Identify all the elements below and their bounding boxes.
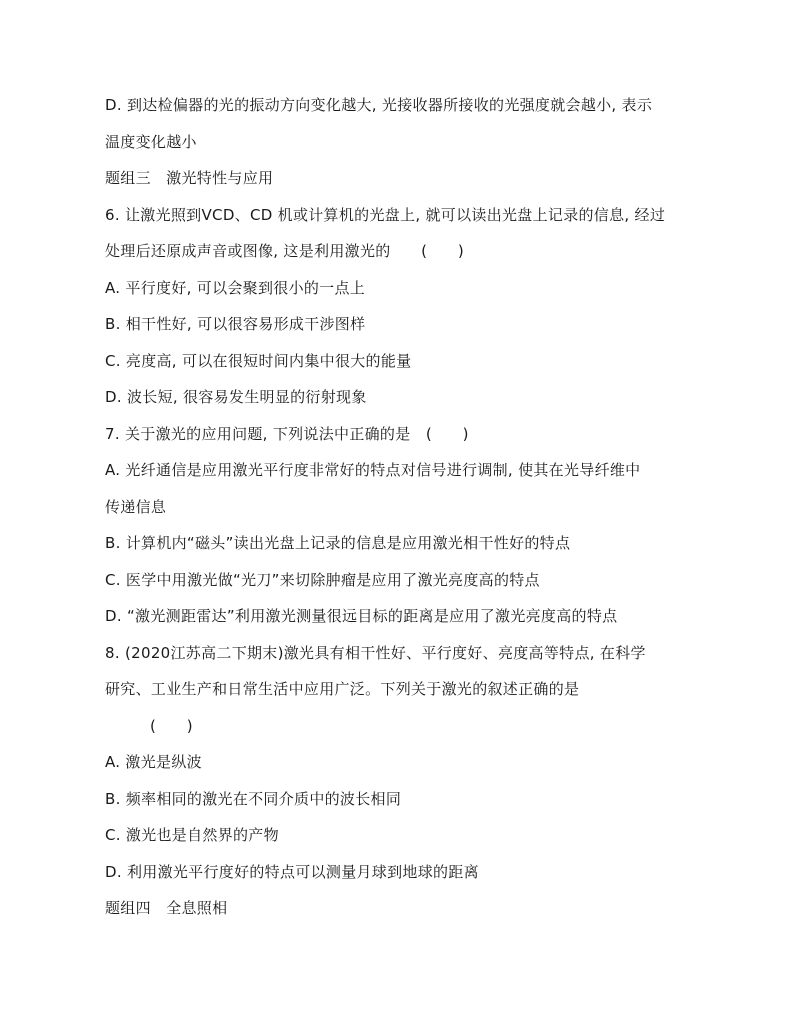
q6-option-d: D. 波长短, 很容易发生明显的衍射现象 <box>105 388 367 406</box>
q8-stem-line2: 研究、工业生产和日常生活中应用广泛。下列关于激光的叙述正确的是 <box>105 680 580 698</box>
q8-option-b: B. 频率相同的激光在不同介质中的波长相同 <box>105 790 402 808</box>
q5-option-d-line1: D. 到达检偏器的光的振动方向变化越大, 光接收器所接收的光强度就会越小, 表示 <box>105 96 653 114</box>
q6-option-a: A. 平行度好, 可以会聚到很小的一点上 <box>105 279 366 297</box>
group3-heading: 题组三 激光特性与应用 <box>105 169 274 187</box>
q8-stem-line1: 8. (2020江苏高二下期末)激光具有相干性好、平行度好、亮度高等特点, 在科学 <box>105 644 646 662</box>
q6-option-b: B. 相干性好, 可以很容易形成干涉图样 <box>105 315 366 333</box>
group4-heading: 题组四 全息照相 <box>105 899 228 917</box>
q7-option-b: B. 计算机内“磁头”读出光盘上记录的信息是应用激光相干性好的特点 <box>105 534 571 552</box>
q8-option-a: A. 激光是纵波 <box>105 753 202 771</box>
q7-option-a-line2: 传递信息 <box>105 498 167 516</box>
q5-option-d-line2: 温度变化越小 <box>105 133 197 151</box>
q7-option-a-line1: A. 光纤通信是应用激光平行度非常好的特点对信号进行调制, 使其在光导纤维中 <box>105 461 641 479</box>
q7-stem: 7. 关于激光的应用问题, 下列说法中正确的是 ( ) <box>105 425 469 443</box>
q7-option-d: D. “激光测距雷达”利用激光测量很远目标的距离是应用了激光亮度高的特点 <box>105 607 618 625</box>
q6-option-c: C. 亮度高, 可以在很短时间内集中很大的能量 <box>105 352 412 370</box>
q8-answer-paren: ( ) <box>150 717 193 735</box>
q8-option-d: D. 利用激光平行度好的特点可以测量月球到地球的距离 <box>105 863 479 881</box>
q8-option-c: C. 激光也是自然界的产物 <box>105 826 279 844</box>
q6-stem-line1: 6. 让激光照到VCD、CD 机或计算机的光盘上, 就可以读出光盘上记录的信息, 经过 <box>105 206 666 224</box>
q7-option-c: C. 医学中用激光做“光刀”来切除肿瘤是应用了激光亮度高的特点 <box>105 571 540 589</box>
q6-stem-line2: 处理后还原成声音或图像, 这是利用激光的 ( ) <box>105 242 465 260</box>
